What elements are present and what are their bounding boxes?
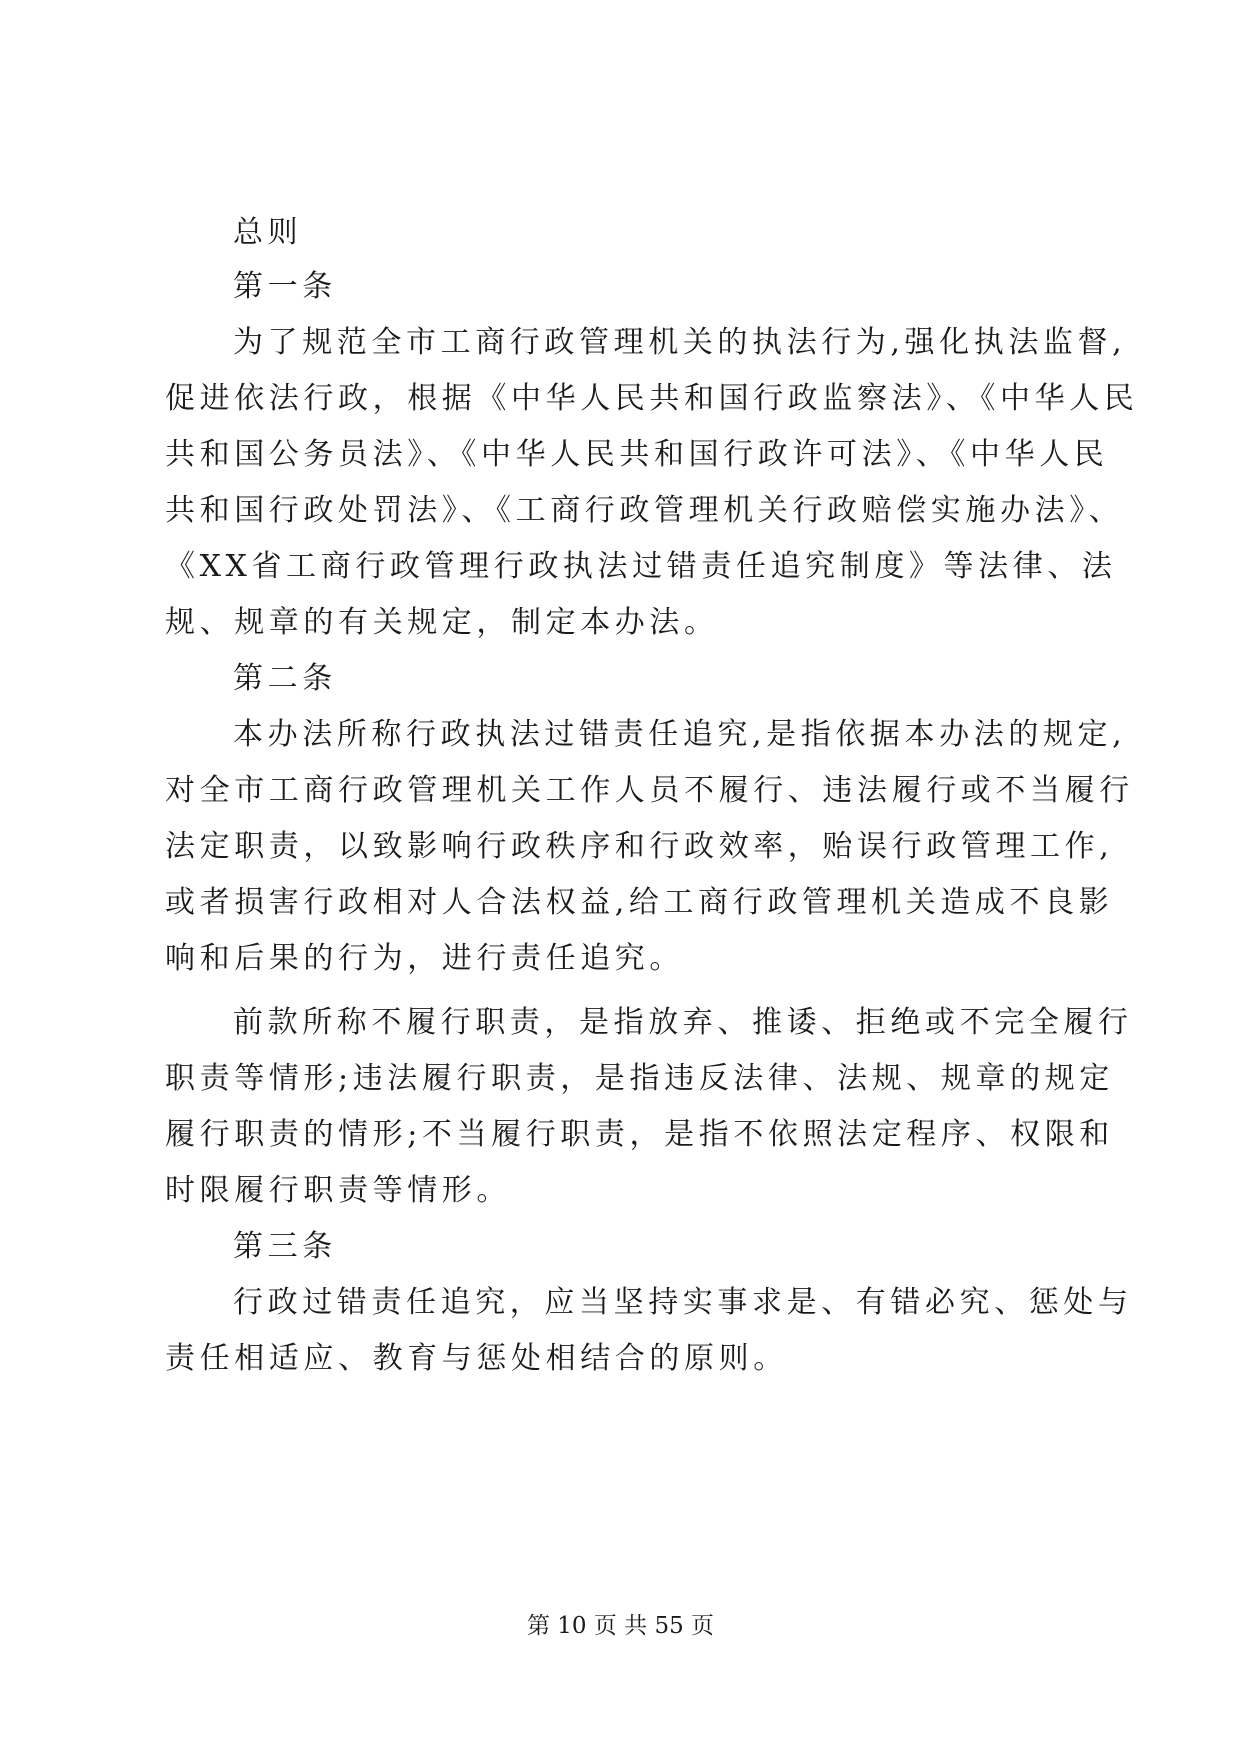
paragraph-line: 为了规范全市工商行政管理机关的执法行为,强化执法监督, — [233, 325, 1127, 360]
page-number-footer: 第 10 页 共 55 页 — [526, 1613, 715, 1639]
paragraph-line: 响和后果的行为，进行责任追究。 — [165, 941, 684, 976]
paragraph-line: 责任相适应、教育与惩处相结合的原则。 — [165, 1341, 788, 1376]
paragraph-line: 法定职责，以致影响行政秩序和行政效率，贻误行政管理工作, — [165, 829, 1114, 864]
article-3-heading: 第三条 — [233, 1229, 337, 1264]
paragraph-line: 对全市工商行政管理机关工作人员不履行、违法履行或不当履行 — [165, 773, 1134, 808]
paragraph-line: 时限履行职责等情形。 — [165, 1173, 511, 1208]
heading-general-provisions: 总则 — [233, 215, 303, 250]
paragraph-line: 本办法所称行政执法过错责任追究,是指依据本办法的规定, — [233, 717, 1127, 752]
paragraph-line: 职责等情形;违法履行职责，是指违反法律、法规、规章的规定 — [165, 1061, 1114, 1096]
paragraph-line: 履行职责的情形;不当履行职责，是指不依照法定程序、权限和 — [165, 1117, 1114, 1152]
paragraph-line: 促进依法行政，根据《中华人民共和国行政监察法》、《中华人民 — [165, 381, 1139, 416]
paragraph-line: 共和国公务员法》、《中华人民共和国行政许可法》、《中华人民 — [165, 437, 1109, 472]
article-1-heading: 第一条 — [233, 269, 337, 304]
article-2-heading: 第二条 — [233, 661, 337, 696]
paragraph-line: 行政过错责任追究，应当坚持实事求是、有错必究、惩处与 — [233, 1285, 1133, 1320]
paragraph-line: 或者损害行政相对人合法权益,给工商行政管理机关造成不良影 — [165, 885, 1114, 920]
paragraph-line: 前款所称不履行职责，是指放弃、推诿、拒绝或不完全履行 — [233, 1005, 1133, 1040]
paragraph-line: 共和国行政处罚法》、《工商行政管理机关行政赔偿实施办法》、 — [165, 493, 1124, 528]
paragraph-line: 《XX省工商行政管理行政执法过错责任追究制度》等法律、法 — [165, 549, 1117, 584]
paragraph-line: 规、规章的有关规定，制定本办法。 — [165, 605, 719, 640]
